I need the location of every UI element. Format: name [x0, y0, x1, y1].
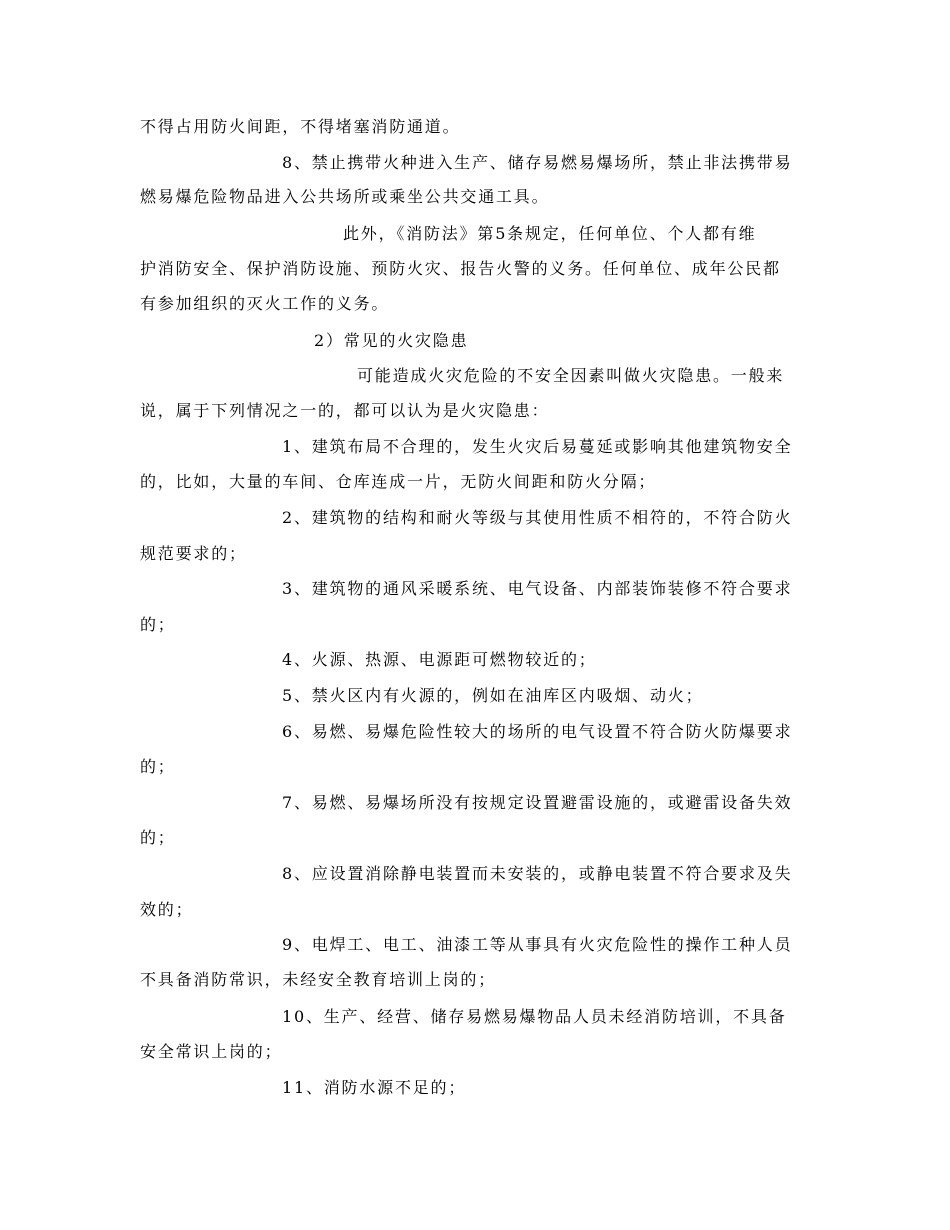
text-line: 8、禁止携带火种进入生产、储存易燃易爆场所，禁止非法携带易 — [282, 153, 793, 172]
text-line: 燃易爆危险物品进入公共场所或乘坐公共交通工具。 — [140, 187, 550, 206]
list-item-line: 不具备消防常识，未经安全教育培训上岗的； — [140, 970, 497, 989]
list-item-line: 8、应设置消除静电装置而未安装的，或静电装置不符合要求及失 — [282, 864, 793, 883]
list-item-line: 1、建筑布局不合理的，发生火灾后易蔓延或影响其他建筑物安全 — [282, 437, 793, 456]
list-item-line: 的，比如，大量的车间、仓库连成一片，无防火间距和防火分隔； — [140, 472, 657, 491]
list-item-line: 3、建筑物的通风采暖系统、电气设备、内部装饰装修不符合要求 — [282, 579, 793, 598]
list-item-line: 规范要求的； — [140, 544, 247, 563]
list-item-line: 的； — [140, 757, 176, 776]
list-item-line: 9、电焊工、电工、油漆工等从事具有火灾危险性的操作工种人员 — [282, 935, 793, 954]
section-heading: 2）常见的火灾隐患 — [314, 331, 469, 350]
list-item-line: 11、消防水源不足的； — [282, 1078, 467, 1097]
list-item-line: 2、建筑物的结构和耐火等级与其使用性质不相符的，不符合防火 — [282, 508, 793, 527]
list-item-line: 的； — [140, 828, 176, 847]
list-item-line: 6、易燃、易爆危险性较大的场所的电气设置不符合防火防爆要求 — [282, 722, 793, 741]
list-item-line: 效的； — [140, 900, 194, 919]
text-line: 说，属于下列情况之一的，都可以认为是火灾隐患： — [140, 401, 550, 420]
list-item-line: 5、禁火区内有火源的，例如在油库区内吸烟、动火； — [282, 686, 704, 705]
list-item-line: 10、生产、经营、储存易燃易爆物品人员未经消防培训，不具备 — [282, 1007, 787, 1026]
text-line: 有参加组织的灭火工作的义务。 — [140, 294, 390, 313]
list-item-line: 的； — [140, 615, 176, 634]
text-line: 护消防安全、保护消防设施、预防火灾、报告火警的义务。任何单位、成年公民都 — [140, 259, 781, 278]
text-line: 可能造成火灾危险的不安全因素叫做火灾隐患。一般来 — [357, 366, 785, 385]
list-item-line: 安全常识上岗的； — [140, 1042, 283, 1061]
text-line: 此外，《消防法》第5条规定，任何单位、个人都有维 — [343, 224, 757, 243]
list-item-line: 4、火源、热源、电源距可燃物较近的； — [282, 650, 597, 669]
list-item-line: 7、易燃、易爆场所没有按规定设置避雷设施的，或避雷设备失效 — [282, 793, 793, 812]
text-line: 不得占用防火间距，不得堵塞消防通道。 — [140, 117, 461, 136]
